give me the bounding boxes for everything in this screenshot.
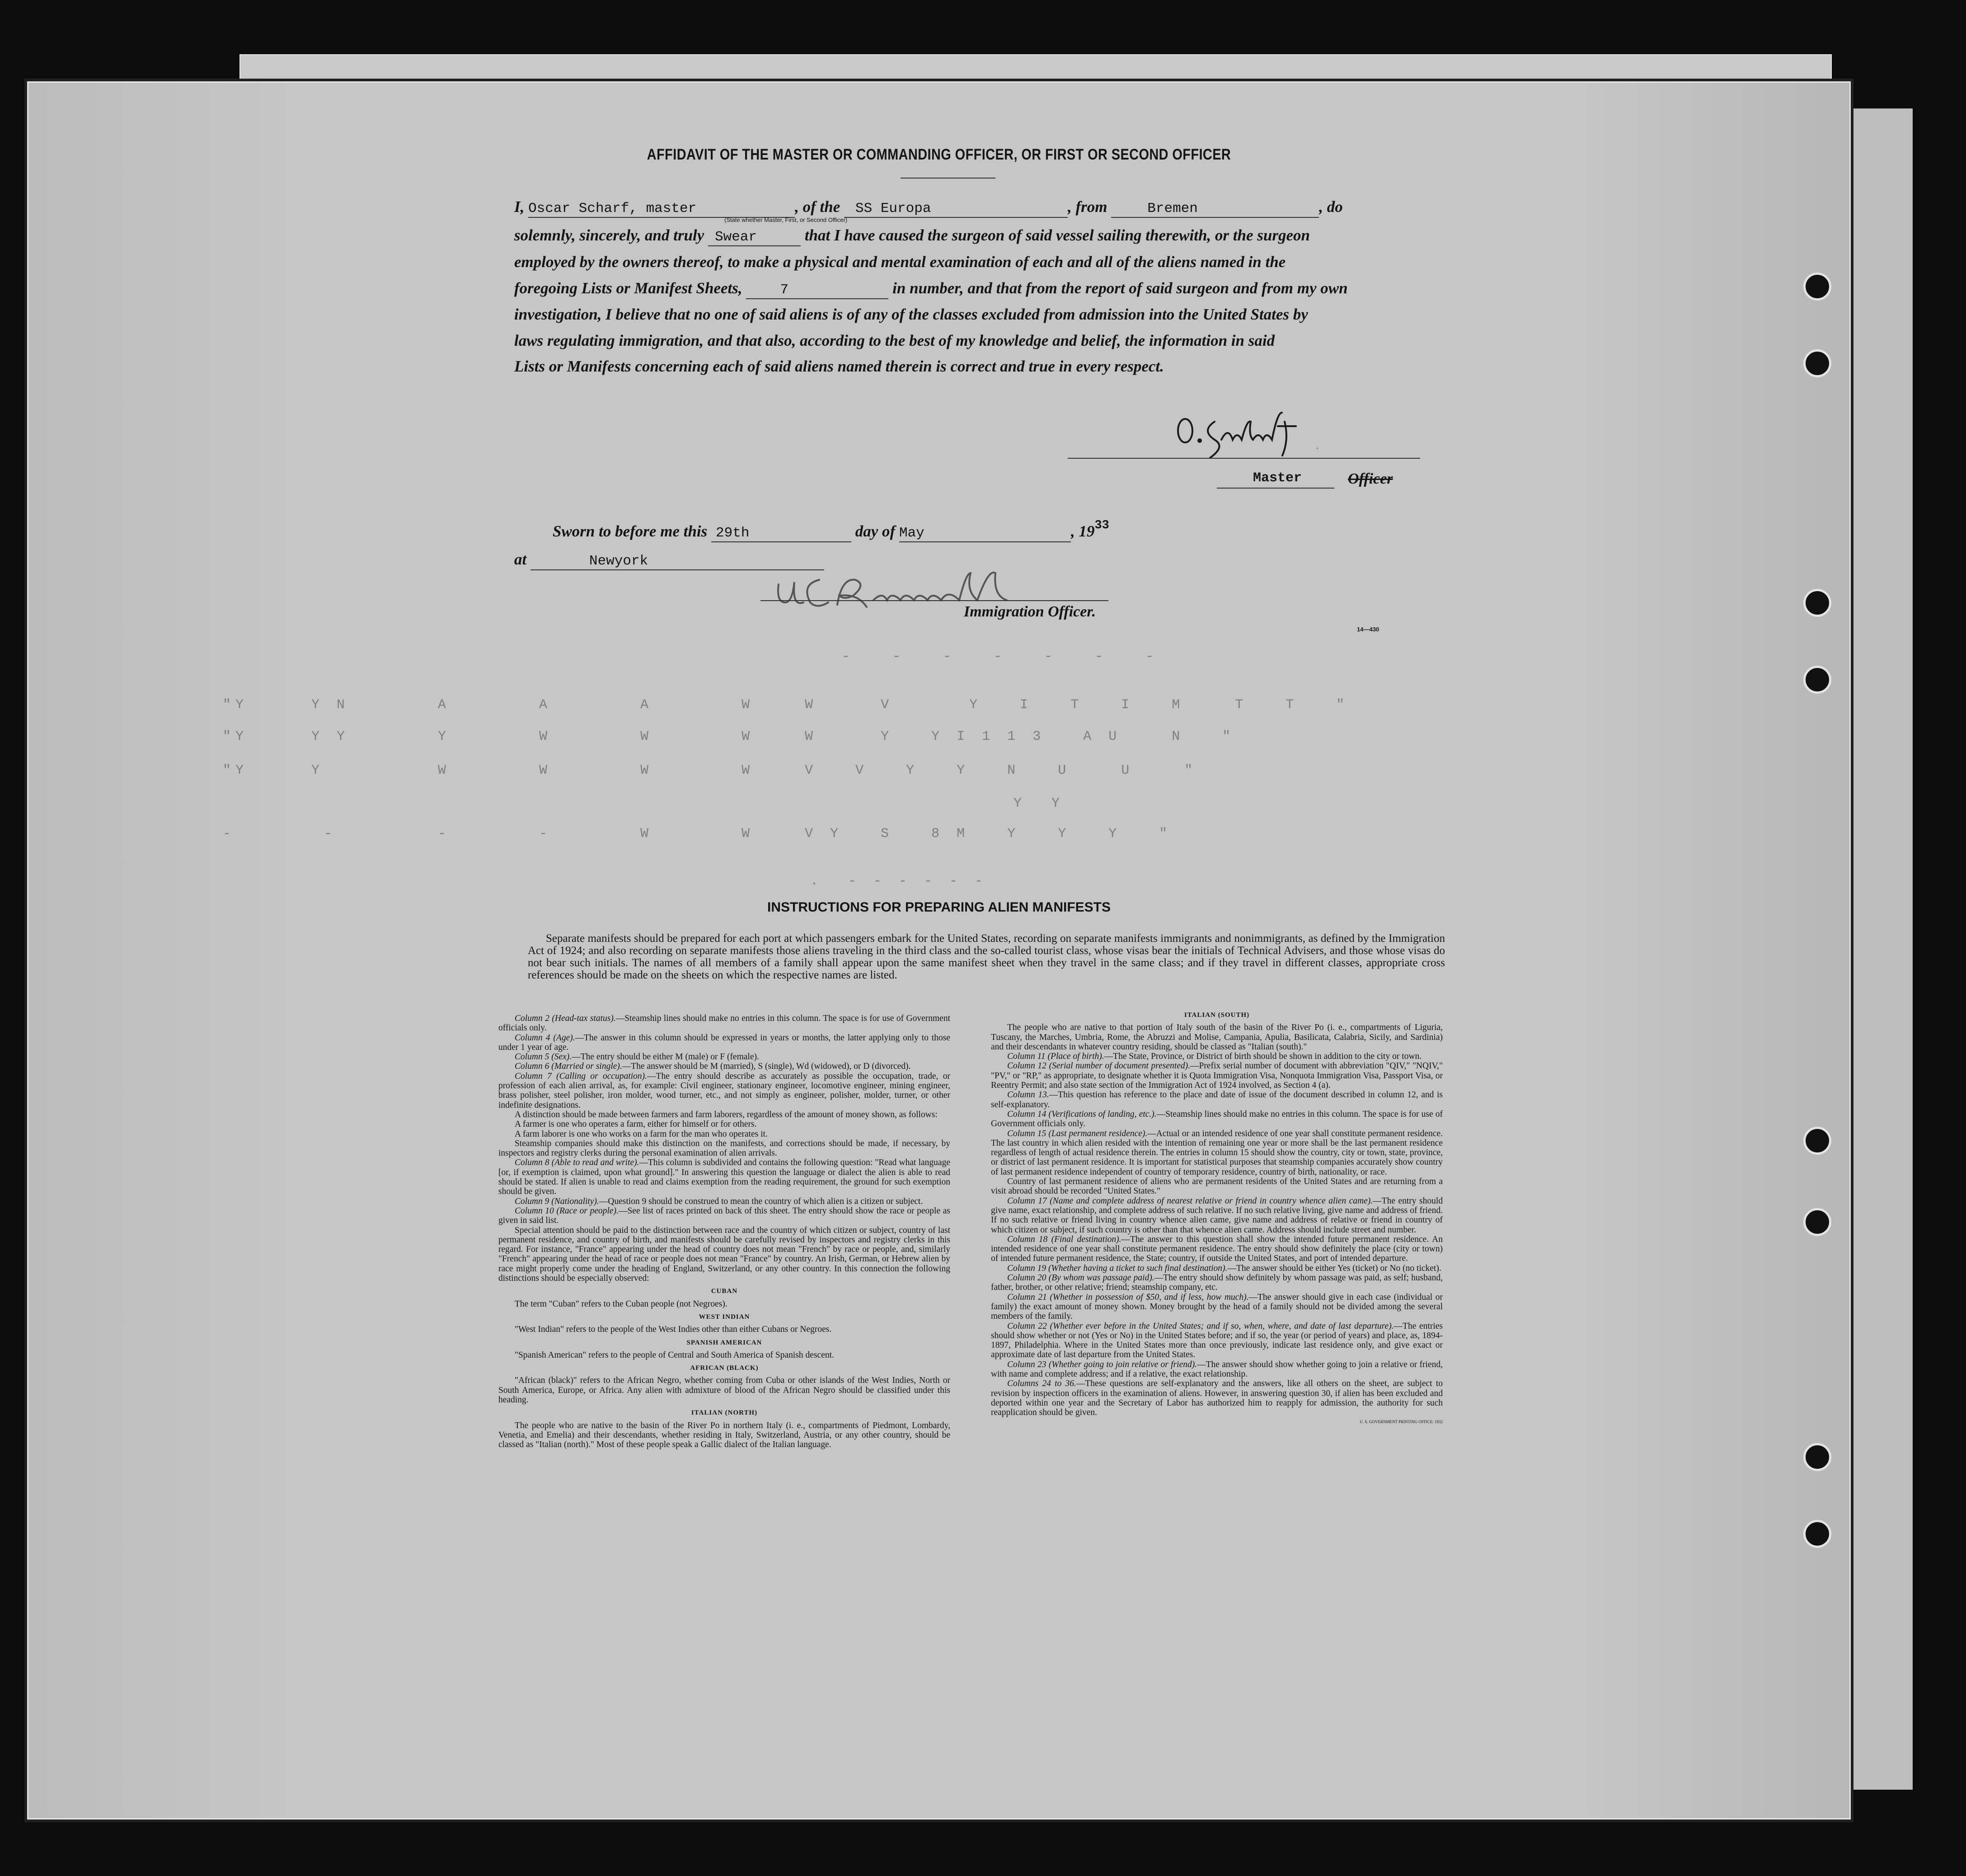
- affidavit-line-2: [514, 226, 1454, 246]
- instruction-paragraph: [498, 1033, 950, 1053]
- name-field: Oscar Scharf, master: [528, 201, 795, 218]
- instruction-text: —This column is subdivided and contains the following question: "Read what language [or, if exemption is claimed, upon what ground]." In answering this question the language or dialect the alien is able to read should be stated. If alien is unable to read and claims exemption from the reading requirement, the ground for such exemption should be given.: [498, 1158, 950, 1197]
- instruction-text: —Prefix serial number of document with abbreviation "QIV," "NQIV," "PV," or "RP," as appropriate, to designate whether it is Quota Immigration Visa, Nonquota Immigration Visa, Passport Visa, or Reentry Permit; and also state section of the Immigration Act of 1924 involved, as Section 4 (a).: [991, 1061, 1443, 1091]
- column-heading: Column 19 (Whether having a ticket to such final destination).: [1007, 1263, 1228, 1273]
- column-heading: Column 15 (Last permanent residence).: [1007, 1128, 1148, 1138]
- instruction-text: —This question has reference to the place and date of issue of the document described in column 12, and is self-explanatory.: [991, 1090, 1443, 1110]
- instruction-paragraph: [498, 1110, 950, 1119]
- column-heading: Column 13.: [1007, 1090, 1049, 1100]
- instruction-text: —The State, Province, or District of birth should be shown in addition to the city or town.: [1104, 1052, 1422, 1062]
- column-heading: Column 22 (Whether ever before in the United States; and if so, when, where, and date of last departure).: [1007, 1321, 1394, 1331]
- column-heading: Columns 24 to 36.: [1007, 1379, 1076, 1389]
- role-struck-label: Officer: [1348, 470, 1393, 487]
- instruction-paragraph: [498, 1129, 950, 1139]
- instruction-paragraph: [498, 1299, 950, 1309]
- sworn-line: [553, 519, 1492, 542]
- instruction-text: Special attention should be paid to the distinction between race and the country of which citizen or subject, country of last permanent residence, and country of birth, and manifests should be carefully revised by inspectors and registry clerks in this regard. For instance, "France" appearing under the head of country does not mean "French" by race or people, and, similarly "French" appearing under the head of race or people does not mean "France" by country. An Irish, German, or Hebrew alien by race might properly come under the heading of England, Switzerland, or any other country. In this connection the following distinctions should be especially observed:: [498, 1225, 950, 1284]
- text: that I have caused the surgeon of said vessel sailing therewith, or the surgeon: [804, 226, 1310, 244]
- instructions-intro: Separate manifests should be prepared for each port at which passengers embark for the United States, recording on separate manifests immigrants and nonimmigrants, as defined by the Immigration Act of 1924; and also recording on separate manifests those aliens traveling in the third class and the so-called tourist class, whose visas bear the initials of Technical Advisers, and those whose visas do not bear such initials. The names of all members of a family shall appear upon the same manifest sheet when they travel in the same class; and if they travel in different classes, appropriate cross references should be made on the sheets on which the respective names are listed.: [528, 932, 1445, 981]
- binder-hole-icon: [1803, 1443, 1831, 1471]
- column-heading: Column 20 (By whom was passage paid).: [1007, 1273, 1154, 1283]
- instruction-text: —The entry should give name, exact relationship, and complete address of such relative. If no such relative living, give name and address of friend. If no such relative or friend living in country whence alien came, give name and address of relative or friend in country of which citizen or subject, if such country is other than that whence alien came. Address should include street and number.: [991, 1196, 1443, 1235]
- binder-hole-icon: [1803, 1208, 1831, 1236]
- instruction-text: The people who are native to the basin of the River Po in northern Italy (i. e., compartments of Piedmont, Lombardy, Venetia, and Emelia) and their descendants, whether residing in Italy, Switzerland, Austria, or any other country, should be classed as "Italian (north)." Most of these people speak a Gallic dialect of the Italian language.: [498, 1420, 950, 1450]
- sheets-field: 7: [746, 282, 888, 299]
- instructions-title: INSTRUCTIONS FOR PREPARING ALIEN MANIFESTS: [767, 900, 1111, 915]
- master-signature: [1172, 408, 1425, 458]
- instruction-paragraph: [991, 1379, 1443, 1417]
- instruction-text: —The answer should give in each case (individual or family) the exact amount of money shown. Money brought by the head of a family should not be divided among the several members of the family.: [991, 1292, 1443, 1321]
- column-heading: Column 2 (Head-tax status).: [515, 1014, 616, 1023]
- role-field: Master: [1253, 470, 1302, 486]
- binder-hole-icon: [1803, 349, 1831, 377]
- text: day of: [855, 522, 896, 540]
- instruction-text: "Spanish American" refers to the people of Central and South America of Spanish descent.: [515, 1350, 834, 1360]
- instruction-text: —The entries should show whether or not (Yes or No) in the United States before; and if so, the year (or period of years) and place, as, 1894-1897, Philadelphia. Where in the United States more than once previously, indicate last residence only, and give exact or approximate date of last departure from the United States.: [991, 1321, 1443, 1360]
- role-line: [1217, 488, 1334, 489]
- column-heading: Column 23 (Whether going to join relative or friend).: [1007, 1359, 1197, 1369]
- instruction-paragraph: [991, 1110, 1443, 1129]
- text: in number, and that from the report of said surgeon and from my own: [892, 279, 1348, 297]
- instruction-text: Steamship companies should make this distinction on the manifests, and corrections should be made, if necessary, by inspectors and registry clerks during the personal examination of alien arrivals.: [498, 1138, 950, 1158]
- manifest-page: AFFIDAVIT OF THE MASTER OR COMMANDING OFFICER, OR FIRST OR SECOND OFFICER I, Oscar Scharf, master , of the SS Europa , from Bremen , do (State whether Master, First, or Second Officer) solemnly, sincerely, and truly Swear that I have caused the surgeon of said vessel sailing therewith, or the surgeon employed by the owners thereof, to make a physical and mental examination of each and all of the aliens named in the foregoing Lists or Manifest Sheets, 7 in number, and that from the report of said surgeon and from my own investigation, I believe that no one of said aliens is of any of the classes excluded from admission into the United States by laws regulating immigration, and that also, according to the best of my knowledge and belief, the information in said Lists or Manifests concerning each of said aliens named therein is correct and true in every respect. . Master Officer Sworn to before me this 29th day of May , $19^{33}$ at Newyork Immigration Officer. 14—430 - - - - - - - "Y Y N A A A W W V Y I T I M T T " "Y Y Y Y W W W W Y Y I 1 1 3 A U N " "Y Y W W W W V V Y Y N U U " Y Y - - - - W W V Y S 8 M Y Y Y " . - - - - - - INSTRUCTIONS FOR PREPARING ALIEN MANIFESTS Separate manifests should be prepared for each port at which passengers embark for the United States, recording on separate manifests immigrants and nonimmigrants, as defined by the Immigration Act of 1924; and also recording on separate manifests those aliens traveling in the third class and the so-called tourist class, whose visas bear the initials of Technical Advisers, and those whose visas do not bear such initials. The names of all members of a family shall appear upon the same manifest sheet when they travel in the same class; and if they travel in different classes, appropriate cross references should be made on the sheets on which the respective names are listed. Column 2 (Head-tax status).—Steamship lines should make no entries in this column. The space is for use of Government officials only. Column 4 (Age).—The answer in this column should be expressed in years or months, the latter applying only to those under 1 year of age. Column 5 (Sex).—The entry should be either M (male) or F (female). Column 6 (Married or single).—The answer should be M (married), S (single), Wd (widowed), or D (divorced). Column 7 (Calling or occupation).—The entry should describe as accurately as possible the occupation, trade, or profession of each alien arrival, as, for example: Civil engineer, stationary engineer, locomotive engineer, mining engineer, brass polisher, steel polisher, iron molder, wood turner, etc., and not simply as engineer, polisher, molder, turner, or other indefinite designations. A distinction should be made between farmers and farm laborers, regardless of the amount of money shown, as follows: A farmer is one who operates a farm, either for himself or for others. A farm laborer is one who works on a farm for the man who operates it. Steamship companies should make this distinction on the manifests, and corrections should be made, if necessary, by inspectors and registry clerks during the personal examination of alien arrivals. Column 8 (Able to read and write).—This column is subdivided and contains the following question: "Read what language [or, if exemption is claimed, upon what ground]." In answering this question the language or dialect the alien is able to read should be stated. If alien is unable to read and claims exemption from the reading requirement, the ground for such exemption should be given. Column 9 (Nationality).—Question 9 should be construed to mean the country of which alien is a citizen or subject. Column 10 (Race or people).—See list of races printed on back of this sheet. The entry should show the race or people as given in said list. Special attention should be paid to the distinction between race and the country of which citizen or subject, country of last permanent residence, and country of birth, and manifests should be carefully revised by inspectors and registry clerks in this regard. For instance, "France" appearing under the head of country does not mean "French" by race or people, and, similarly "French" appearing under the head of race or people does not mean "France" by country. An Irish, German, or Hebrew alien by race might properly come under the heading of England, Switzerland, or any other country. In this connection the following distinctions should be especially observed: CUBAN The term "Cuban" refers to the Cuban people (not Negroes). WEST INDIAN "West Indian" refers to the people of the West Indies other than either Cubans or Negroes. SPANISH AMERICAN "Spanish American" refers to the people of Central and South America of Spanish descent. AFRICAN (BLACK) "African (black)" refers to the African Negro, whether coming from Cuba or other islands of the West Indies, North or South America, Europe, or Africa. Any alien with admixture of blood of the African Negro should be classified under this heading. ITALIAN (NORTH) The people who are native to the basin of the River Po in northern Italy (i. e., compartments of Piedmont, Lombardy, Venetia, and Emelia) and their descendants, whether residing in Italy, Switzerland, Austria, or any other country, should be classed as "Italian (north)." Most of these people speak a Gallic dialect of the Italian language. ITALIAN (SOUTH) The people who are native to that portion of Italy south of the basin of the River Po (i. e., compartments of Liguria, Tuscany, the Marches, Umbria, Rome, the Abruzzi and Molise, Campania, Apulia, Basilicata, Calabria, Sicily, and Sardinia) and their descendants in whatever country residing, should be classed as "Italian (south)." Column 11 (Place of birth).—The State, Province, or District of birth should be shown in addition to the city or town. Column 12 (Serial number of document presented).—Prefix serial number of document with abbreviation "QIV," "NQIV," "PV," or "RP," as appropriate, to designate whether it is Quota Immigration Visa, Nonquota Immigration Visa, Passport Visa, or Reentry Permit; and also state section of the Immigration Act of 1924 involved, as Section 4 (a). Column 13.—This question has reference to the place and date of issue of the document described in column 12, and is self-explanatory. Column 14 (Verifications of landing, etc.).—Steamship lines should make no entries in this column. The space is for use of Government officials only. Column 15 (Last permanent residence).—Actual or an intended residence of one year shall constitute permanent residence. The last country in which alien resided with the intention of remaining one year or more shall be the last permanent residence regardless of length of actual residence therein. The entries in column 15 should show the country, city or town, state, province, or district of last permanent residence. It is important for statistical purposes that steamship companies accurately show country of last permanent residence independent of country of temporary residence, country of birth, nationality, or race. Country of last permanent residence of aliens who are permanent residents of the United States and are returning from a visit abroad should be recorded "United States." Column 17 (Name and complete address of nearest relative or friend in country whence alien came).—The entry should give name, exact relationship, and complete address of such relative. If no such relative living, give name and address of friend. If no such relative or friend living in country whence alien came, give name and address of relative or friend in country of which citizen or subject, if such country is other than that whence alien came. Address should include street and number. Column 18 (Final destination).—The answer to this question shall show the intended future permanent residence. An intended residence of one year shall constitute permanent residence. The entry should show definitely the place (city or town) of intended future permanent residence, the State; country, if outside the United States, and port of intended departure. Column 19 (Whether having a ticket to such final destination).—The answer should be either Yes (ticket) or No (no ticket). Column 20 (By whom was passage paid).—The entry should show definitely by whom passage was paid, as self; husband, father, brother, or other relative; friend; steamship company, etc. Column 21 (Whether in possession of $50, and if less, how much).—The answer should give in each case (individual or family) the exact amount of money shown. Money brought by the head of a family should not be divided among the several members of the family. Column 22 (Whether ever before in the United States; and if so, when, where, and date of last departure).—The entries should show whether or not (Yes or No) in the United States before; and if so, the year (or period of years) and place, as, 1894-1897, Philadelphia. Where in the United States more than once previously, indicate last residence only, and give exact or approximate date of last departure from the United States. Column 23 (Whether going to join relative or friend).—The answer should show whether going to join a relative or friend, with name and complete address; and if a relative, the exact relationship. Columns 24 to 36.—These questions are self-explanatory and the answers, like all others on the sheet, are subject to revision by inspection officers in the examination of aliens. However, in answering question 30, if alien has been excluded and deported within one year and the Secretary of Labor has authorized him to reapply for admission, the authority for such reapplication should be given. U. S. GOVERNMENT PRINTING OFFICE: 1932: [27, 81, 1851, 1820]
- instruction-text: —The answer should be M (married), S (single), Wd (widowed), or D (divorced).: [622, 1062, 911, 1072]
- affidavit-line-5: investigation, I believe that no one of said aliens is of any of the classes excluded from admission into the United States by: [514, 306, 1308, 323]
- instruction-text: —The entry should show definitely by whom passage was paid, as self; husband, father, brother, or other relative; friend; steamship company, etc.: [991, 1273, 1443, 1293]
- affidavit-title: AFFIDAVIT OF THE MASTER OR COMMANDING OFFICER, OR FIRST OR SECOND OFFICER: [647, 146, 1231, 163]
- instruction-paragraph: [991, 1129, 1443, 1177]
- instruction-paragraph: [498, 1421, 950, 1450]
- instruction-paragraph: [498, 1119, 950, 1129]
- instruction-paragraph: [991, 1264, 1443, 1273]
- instruction-paragraph: [991, 1293, 1443, 1321]
- instruction-paragraph: [991, 1360, 1443, 1379]
- text: , from: [1068, 198, 1107, 216]
- instruction-text: Country of last permanent residence of aliens who are permanent residents of the United States and are returning from a visit abroad should be recorded "United States.": [991, 1177, 1443, 1196]
- day-field: 29th: [711, 525, 851, 542]
- instruction-paragraph: [498, 1197, 950, 1206]
- text: Sworn to before me this: [553, 522, 708, 540]
- officer-signature-line: [760, 600, 1108, 601]
- column-heading: Column 4 (Age).: [515, 1033, 575, 1043]
- column-heading: Column 14 (Verifications of landing, etc.).: [1007, 1109, 1157, 1119]
- instruction-text: —Steamship lines should make no entries in this column. The space is for use of Government officials only.: [991, 1109, 1443, 1129]
- instruction-paragraph: [991, 1196, 1443, 1235]
- vessel-field: SS Europa: [844, 201, 1068, 218]
- instruction-text: —The entry should describe as accurately as possible the occupation, trade, or profession of each alien arrival, as, for example: Civil engineer, stationary engineer, locomotive engineer, mining engineer, brass polisher, steel polisher, iron molder, wood turner, etc., and not simply as engineer, polisher, molder, turner, or other indefinite designations.: [498, 1071, 950, 1110]
- port-field: Bremen: [1111, 201, 1319, 218]
- affidavit-line-1: [514, 198, 1454, 218]
- column-heading: Column 7 (Calling or occupation).: [515, 1071, 648, 1081]
- affidavit-line-7: Lists or Manifests concerning each of said aliens named therein is correct and true in every respect.: [514, 357, 1164, 375]
- section-heading: AFRICAN (BLACK): [690, 1364, 759, 1372]
- binder-hole-icon: [1803, 1520, 1831, 1548]
- instruction-text: —The answer should show whether going to join a relative or friend, with name and complete address; and if a relative, the exact relationship.: [991, 1359, 1443, 1379]
- instruction-paragraph: [991, 1273, 1443, 1293]
- instruction-text: —These questions are self-explanatory and the answers, like all others on the sheet, are subject to revision by inspection officers in the examination of aliens. However, in answering question 30, if alien has been excluded and deported within one year and the Secretary of Labor has authorized him to reapply for admission, the authority for such reapplication should be given.: [991, 1379, 1443, 1418]
- oath-field: Swear: [708, 229, 801, 246]
- instruction-paragraph: [498, 1072, 950, 1110]
- instruction-paragraph: [498, 1350, 950, 1360]
- column-heading: Column 12 (Serial number of document presented).: [1007, 1061, 1190, 1071]
- instruction-paragraph: [498, 1139, 950, 1158]
- section-heading: ITALIAN (NORTH): [691, 1409, 758, 1417]
- officer-label: Immigration Officer.: [964, 603, 1096, 620]
- instruction-paragraph: [991, 1023, 1443, 1052]
- instructions-right-column: [991, 1007, 1443, 1427]
- instruction-paragraph: [991, 1090, 1443, 1110]
- instruction-text: "African (black)" refers to the African Negro, whether coming from Cuba or other islands of the West Indies, North or South America, Europe, or Africa. Any alien with admixture of blood of the African Negro should be classified under this heading.: [498, 1376, 950, 1405]
- column-heading: Column 11 (Place of birth).: [1007, 1052, 1104, 1062]
- instruction-paragraph: [498, 1014, 950, 1033]
- text: at: [514, 550, 527, 568]
- instruction-text: —The answer should be either Yes (ticket) or No (no ticket).: [1227, 1263, 1441, 1273]
- instruction-text: A farm laborer is one who works on a farm for the man who operates it.: [515, 1129, 768, 1139]
- instruction-text: The people who are native to that portion of Italy south of the basin of the River Po (i. e., compartments of Liguria, Tuscany, the Marches, Umbria, Rome, the Abruzzi and Molise, Campania, Apulia, Basilicata, Calabria, Sicily, and Sardinia) and their descendants in whatever country residing, should be classed as "Italian (south).": [991, 1023, 1443, 1052]
- instruction-paragraph: [498, 1158, 950, 1196]
- section-heading: CUBAN: [711, 1288, 738, 1295]
- instruction-paragraph: [991, 1235, 1443, 1264]
- instruction-paragraph: [498, 1325, 950, 1334]
- instruction-text: —Steamship lines should make no entries in this column. The space is for use of Government officials only.: [498, 1014, 951, 1033]
- instruction-paragraph: [498, 1062, 950, 1071]
- section-heading: WEST INDIAN: [699, 1313, 750, 1321]
- instruction-paragraph: [991, 1052, 1443, 1061]
- instruction-paragraph: [498, 1052, 950, 1062]
- text: I,: [514, 198, 525, 216]
- text: solemnly, sincerely, and truly: [514, 226, 704, 244]
- column-heading: Column 9 (Nationality).: [515, 1196, 599, 1206]
- month-field: May: [899, 525, 1071, 542]
- instruction-paragraph: [991, 1177, 1443, 1196]
- section-heading: SPANISH AMERICAN: [686, 1339, 762, 1346]
- text: , of the: [795, 198, 840, 216]
- instruction-text: —See list of races printed on back of this sheet. The entry should show the race or people as given in said list.: [498, 1206, 950, 1226]
- affidavit-line-6: laws regulating immigration, and that also, according to the best of my knowledge and belief, the information in said: [514, 332, 1275, 349]
- officer-hint: (State whether Master, First, or Second Officer): [724, 216, 848, 223]
- binder-hole-icon: [1803, 1127, 1831, 1155]
- instruction-text: —The entry should be either M (male) or F (female).: [572, 1052, 759, 1062]
- instruction-paragraph: [498, 1376, 950, 1405]
- binder-hole-icon: [1803, 589, 1831, 617]
- instruction-paragraph: [498, 1226, 950, 1284]
- section-heading: ITALIAN (SOUTH): [1184, 1011, 1250, 1019]
- column-heading: Column 6 (Married or single).: [515, 1062, 622, 1072]
- printer-imprint: U. S. GOVERNMENT PRINTING OFFICE: 1932: [1360, 1420, 1443, 1425]
- instruction-paragraph: [991, 1321, 1443, 1360]
- instruction-paragraph: [991, 1061, 1443, 1090]
- column-heading: Column 21 (Whether in possession of $50, and if less, how much).: [1007, 1292, 1249, 1302]
- instruction-text: A distinction should be made between farmers and farm laborers, regardless of the amount of money shown, as follows:: [515, 1110, 938, 1119]
- instruction-text: —The answer in this column should be expressed in years or months, the latter applying only to those under 1 year of age.: [498, 1033, 951, 1052]
- background-sheet-edge: [1844, 108, 1913, 1790]
- instruction-paragraph: [498, 1206, 950, 1226]
- text: , 19: [1070, 522, 1095, 540]
- text: foregoing Lists or Manifest Sheets,: [514, 279, 742, 297]
- form-number: 14—430: [1357, 626, 1379, 633]
- affidavit-line-3: employed by the owners thereof, to make a physical and mental examination of each and all of the aliens named in the: [514, 253, 1286, 271]
- instruction-text: "West Indian" refers to the people of the West Indies other than either Cubans or Negroes.: [515, 1325, 832, 1335]
- place-field: Newyork: [530, 553, 824, 570]
- affidavit-line-4: [514, 279, 1454, 299]
- instruction-text: The term "Cuban" refers to the Cuban people (not Negroes).: [515, 1299, 727, 1309]
- column-heading: Column 8 (Able to read and write).: [515, 1158, 639, 1168]
- text: , do: [1319, 198, 1343, 216]
- binder-hole-icon: [1803, 666, 1831, 694]
- instruction-text: —Actual or an intended residence of one year shall constitute permanent residence. The last country in which alien resided with the intention of remaining one year or more shall be the last permanent residence regardless of length of actual residence therein. The entries in column 15 should show the country, city or town, state, province, or district of last permanent residence. It is important for statistical purposes that steamship companies accurately show country of last permanent residence independent of country of temporary residence, country of birth, nationality, or race.: [991, 1128, 1443, 1177]
- title-rule: [901, 178, 995, 179]
- instruction-text: A farmer is one who operates a farm, either for himself or for others.: [515, 1119, 757, 1129]
- svg-text:.: .: [1316, 441, 1318, 451]
- instructions-left-column: [498, 1014, 950, 1449]
- instruction-text: —Question 9 should be construed to mean the country of which alien is a citizen or subject.: [599, 1196, 923, 1206]
- year-field: 33: [1094, 519, 1109, 532]
- master-signature-line: [1068, 458, 1420, 459]
- binder-hole-icon: [1803, 273, 1831, 301]
- column-heading: Column 18 (Final destination).: [1007, 1234, 1121, 1244]
- column-heading: Column 10 (Race or people).: [515, 1206, 619, 1216]
- instruction-text: —The answer to this question shall show the intended future permanent residence. An intended residence of one year shall constitute permanent residence. The entry should show definitely the place (city or town) of intended future permanent residence, the State; country, if outside the United States, and port of intended departure.: [991, 1234, 1443, 1264]
- column-heading: Column 5 (Sex).: [515, 1052, 572, 1062]
- column-heading: Column 17 (Name and complete address of nearest relative or friend in country whence alien came).: [1007, 1196, 1373, 1206]
